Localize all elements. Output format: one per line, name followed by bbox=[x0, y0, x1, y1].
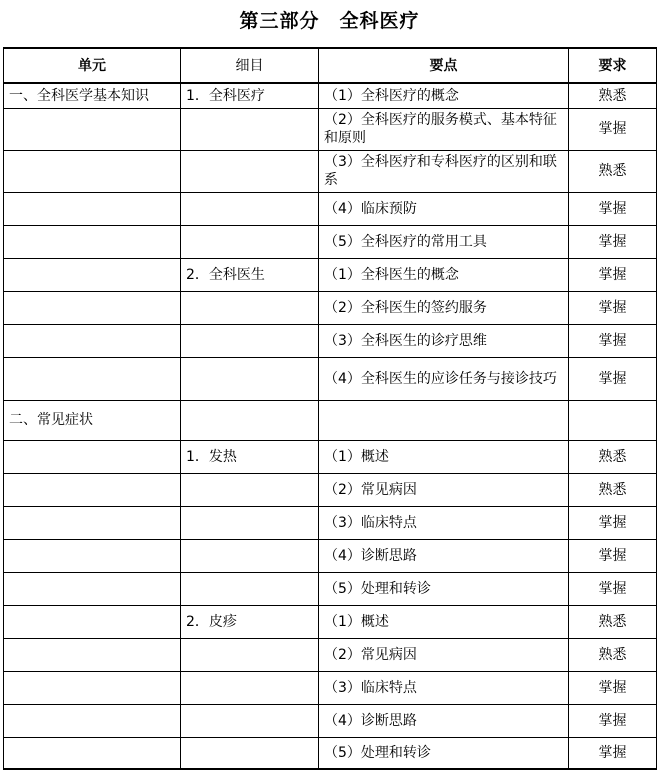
unit-cell bbox=[4, 192, 181, 225]
item-cell bbox=[181, 357, 319, 400]
header-item: 细目 bbox=[181, 48, 319, 83]
requirement-cell: 掌握 bbox=[569, 671, 657, 704]
unit-cell: 一、全科医学基本知识 bbox=[4, 83, 181, 108]
unit-cell bbox=[4, 473, 181, 506]
header-point: 要点 bbox=[319, 48, 569, 83]
point-cell: （1）概述 bbox=[319, 605, 569, 638]
point-cell: （5）处理和转诊 bbox=[319, 737, 569, 769]
point-cell: （3）全科医疗和专科医疗的区别和联系 bbox=[319, 150, 569, 192]
point-cell: （4）诊断思路 bbox=[319, 539, 569, 572]
table-row bbox=[4, 150, 657, 192]
item-cell bbox=[181, 572, 319, 605]
requirement-cell: 熟悉 bbox=[569, 605, 657, 638]
unit-cell bbox=[4, 506, 181, 539]
point-cell bbox=[319, 400, 569, 440]
point-cell: （1）概述 bbox=[319, 440, 569, 473]
item-cell bbox=[181, 324, 319, 357]
item-cell: 2．皮疹 bbox=[181, 605, 319, 638]
item-cell bbox=[181, 473, 319, 506]
item-cell bbox=[181, 638, 319, 671]
requirement-cell: 掌握 bbox=[569, 704, 657, 737]
requirement-cell: 掌握 bbox=[569, 324, 657, 357]
table-row bbox=[4, 638, 657, 671]
table-row bbox=[4, 400, 657, 440]
table-row bbox=[4, 473, 657, 506]
table-row bbox=[4, 291, 657, 324]
unit-cell bbox=[4, 638, 181, 671]
unit-cell bbox=[4, 572, 181, 605]
requirement-cell bbox=[569, 400, 657, 440]
requirement-cell: 掌握 bbox=[569, 192, 657, 225]
unit-cell bbox=[4, 225, 181, 258]
table-row bbox=[4, 704, 657, 737]
item-cell: 1．全科医疗 bbox=[181, 83, 319, 108]
header-unit: 单元 bbox=[4, 48, 181, 83]
requirement-cell: 熟悉 bbox=[569, 150, 657, 192]
unit-cell bbox=[4, 440, 181, 473]
requirement-cell: 掌握 bbox=[569, 506, 657, 539]
unit-cell bbox=[4, 150, 181, 192]
requirement-cell: 掌握 bbox=[569, 539, 657, 572]
unit-cell bbox=[4, 737, 181, 769]
point-cell: （3）全科医生的诊疗思维 bbox=[319, 324, 569, 357]
unit-cell bbox=[4, 258, 181, 291]
header-requirement: 要求 bbox=[569, 48, 657, 83]
point-cell: （1）全科医生的概念 bbox=[319, 258, 569, 291]
table-row bbox=[4, 357, 657, 400]
item-cell bbox=[181, 671, 319, 704]
table-row bbox=[4, 192, 657, 225]
unit-cell bbox=[4, 108, 181, 150]
table-row bbox=[4, 440, 657, 473]
unit-cell bbox=[4, 357, 181, 400]
requirement-cell: 掌握 bbox=[569, 357, 657, 400]
page-title: 第三部分 全科医疗 bbox=[239, 10, 420, 32]
point-cell: （4）诊断思路 bbox=[319, 704, 569, 737]
requirement-cell: 掌握 bbox=[569, 108, 657, 150]
requirement-cell: 熟悉 bbox=[569, 473, 657, 506]
syllabus-table bbox=[3, 47, 657, 770]
requirement-cell: 掌握 bbox=[569, 291, 657, 324]
item-cell bbox=[181, 108, 319, 150]
item-cell bbox=[181, 400, 319, 440]
unit-cell bbox=[4, 291, 181, 324]
point-cell: （2）全科医生的签约服务 bbox=[319, 291, 569, 324]
unit-cell bbox=[4, 324, 181, 357]
requirement-cell: 熟悉 bbox=[569, 638, 657, 671]
point-cell: （2）全科医疗的服务模式、基本特征和原则 bbox=[319, 108, 569, 150]
point-cell: （2）常见病因 bbox=[319, 638, 569, 671]
table-row bbox=[4, 258, 657, 291]
table-row bbox=[4, 108, 657, 150]
table-row bbox=[4, 572, 657, 605]
table-row bbox=[4, 539, 657, 572]
table-row bbox=[4, 737, 657, 769]
table-row bbox=[4, 671, 657, 704]
point-cell: （4）临床预防 bbox=[319, 192, 569, 225]
item-cell: 2．全科医生 bbox=[181, 258, 319, 291]
point-cell: （1）全科医疗的概念 bbox=[319, 83, 569, 108]
point-cell: （4）全科医生的应诊任务与接诊技巧 bbox=[319, 357, 569, 400]
unit-cell bbox=[4, 539, 181, 572]
requirement-cell: 熟悉 bbox=[569, 83, 657, 108]
item-cell bbox=[181, 704, 319, 737]
item-cell bbox=[181, 192, 319, 225]
item-cell bbox=[181, 539, 319, 572]
item-cell: 1．发热 bbox=[181, 440, 319, 473]
table-row bbox=[4, 605, 657, 638]
unit-cell: 二、常见症状 bbox=[4, 400, 181, 440]
item-cell bbox=[181, 506, 319, 539]
table-header-row bbox=[4, 48, 657, 83]
point-cell: （5）处理和转诊 bbox=[319, 572, 569, 605]
point-cell: （3）临床特点 bbox=[319, 506, 569, 539]
table-row bbox=[4, 324, 657, 357]
requirement-cell: 掌握 bbox=[569, 737, 657, 769]
point-cell: （3）临床特点 bbox=[319, 671, 569, 704]
item-cell bbox=[181, 737, 319, 769]
point-cell: （5）全科医疗的常用工具 bbox=[319, 225, 569, 258]
point-cell: （2）常见病因 bbox=[319, 473, 569, 506]
unit-cell bbox=[4, 671, 181, 704]
unit-cell bbox=[4, 704, 181, 737]
requirement-cell: 掌握 bbox=[569, 572, 657, 605]
table-row bbox=[4, 83, 657, 108]
requirement-cell: 熟悉 bbox=[569, 440, 657, 473]
unit-cell bbox=[4, 605, 181, 638]
item-cell bbox=[181, 225, 319, 258]
table-row bbox=[4, 506, 657, 539]
requirement-cell: 掌握 bbox=[569, 258, 657, 291]
table-row bbox=[4, 225, 657, 258]
item-cell bbox=[181, 150, 319, 192]
requirement-cell: 掌握 bbox=[569, 225, 657, 258]
item-cell bbox=[181, 291, 319, 324]
